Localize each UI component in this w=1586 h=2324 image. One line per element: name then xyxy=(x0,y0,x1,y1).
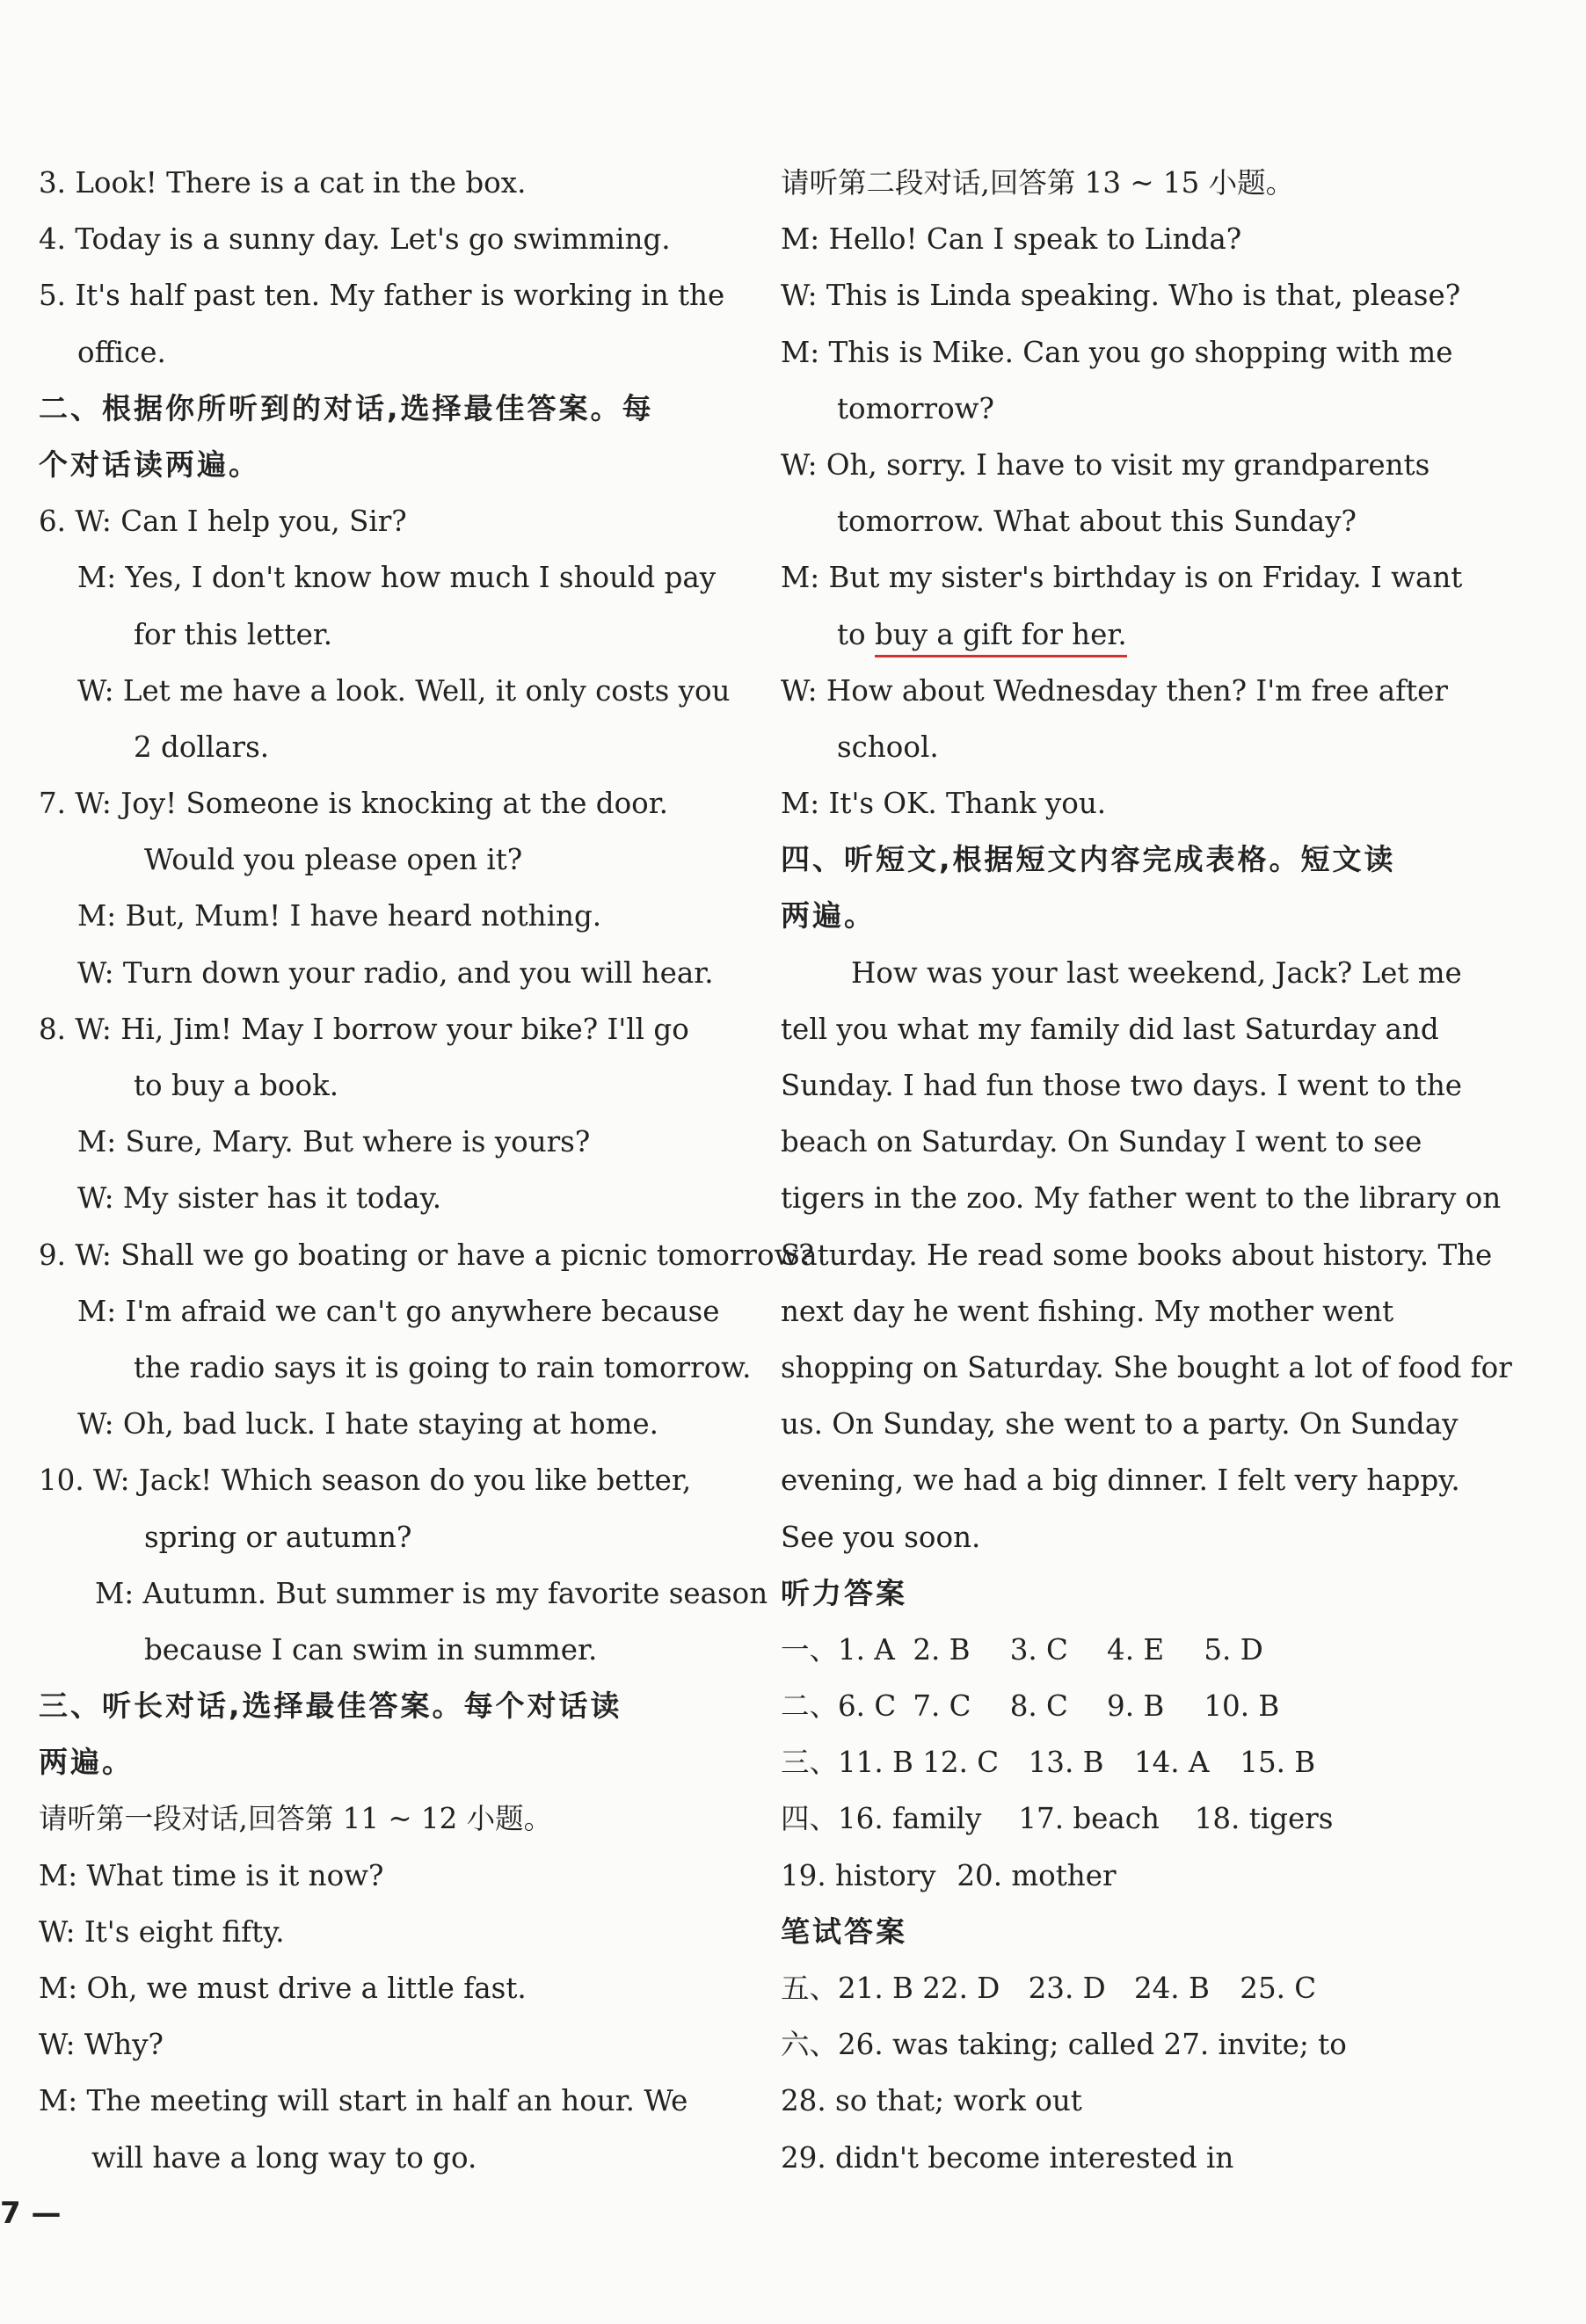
text-line: for this letter. xyxy=(134,617,333,651)
passage-line: See you soon. xyxy=(781,1520,981,1554)
text-line: M: This is Mike. Can you go shopping with me xyxy=(781,335,1453,369)
answer-item: 13. B xyxy=(1028,1746,1104,1780)
section-heading: 三、听长对话,选择最佳答案。每个对话读 xyxy=(39,1689,622,1724)
passage-line: next day he went fishing. My mother went xyxy=(781,1294,1394,1328)
answer-line xyxy=(781,2016,1475,2073)
answer-item: 4. E xyxy=(1107,1632,1165,1667)
text-line: W: Oh, bad luck. I hate staying at home. xyxy=(77,1407,658,1442)
section-heading: 两遍。 xyxy=(781,898,876,933)
passage-line: shopping on Saturday. She bought a lot of food for xyxy=(781,1350,1512,1384)
section-heading: 两遍。 xyxy=(39,1745,134,1780)
answer-item: 四、16. family xyxy=(781,1802,982,1836)
text-line: W: It's eight fifty. xyxy=(39,1914,285,1949)
text-line: tomorrow. What about this Sunday? xyxy=(837,505,1357,539)
text-line: spring or autumn? xyxy=(144,1520,412,1554)
answer-line xyxy=(781,1790,1475,1847)
answer-item: 15. B xyxy=(1240,1746,1316,1780)
answer-item: 10. B xyxy=(1204,1689,1280,1724)
text-line: 请听第二段对话,回答第 13 ~ 15 小题。 xyxy=(781,166,1295,200)
text-line: M: Autumn. But summer is my favorite season xyxy=(95,1576,768,1610)
passage-line: beach on Saturday. On Sunday I went to see xyxy=(781,1125,1422,1159)
text-line: because I can swim in summer. xyxy=(144,1632,598,1667)
text-line: M: But my sister's birthday is on Friday. I want xyxy=(781,561,1463,595)
passage-line: tigers in the zoo. My father went to the library on xyxy=(781,1181,1502,1216)
text-line: 3. Look! There is a cat in the box. xyxy=(39,166,527,200)
text-line: will have a long way to go. xyxy=(91,2140,477,2175)
answer-item: 2. B xyxy=(913,1632,971,1667)
answer-item: 22. D xyxy=(922,1972,1000,2005)
answer-item: 5. D xyxy=(1204,1632,1263,1667)
answers-heading: 笔试答案 xyxy=(781,1914,907,1949)
answer-item: 14. A xyxy=(1133,1746,1210,1780)
text-line: 请听第一段对话,回答第 11 ~ 12 小题。 xyxy=(39,1802,553,1836)
answer-line: 28. so that; work out xyxy=(781,2084,1082,2118)
text-line: W: Why? xyxy=(39,2028,164,2062)
answer-item: 二、6. C xyxy=(781,1689,897,1724)
left-column xyxy=(39,155,814,2186)
answer-item: 7. C xyxy=(913,1689,971,1724)
passage-line: us. On Sunday, she went to a party. On Sunday xyxy=(781,1407,1459,1442)
text-line: W: Oh, sorry. I have to visit my grandparents xyxy=(781,447,1430,482)
answer-line xyxy=(781,1960,1475,2016)
answer-item: 17. beach xyxy=(1018,1802,1160,1836)
text-line: M: But, Mum! I have heard nothing. xyxy=(77,899,602,933)
answer-item: 24. B xyxy=(1133,1972,1210,2005)
text-span: to xyxy=(837,617,875,651)
text-line: tomorrow? xyxy=(837,391,994,425)
text-line: M: Sure, Mary. But where is yours? xyxy=(77,1125,591,1159)
passage-line: tell you what my family did last Saturday and xyxy=(781,1012,1439,1046)
text-line: M: What time is it now? xyxy=(39,1858,384,1892)
text-line: 5. It's half past ten. My father is working in the xyxy=(39,279,725,313)
answer-item: 20. mother xyxy=(957,1858,1117,1892)
text-line: M: It's OK. Thank you. xyxy=(781,787,1107,821)
answer-item: 三、11. B xyxy=(781,1746,913,1780)
section-heading: 个对话读两遍。 xyxy=(39,447,260,482)
answer-item: 18. tigers xyxy=(1194,1802,1334,1836)
text-line: 7. W: Joy! Someone is knocking at the door. xyxy=(39,787,668,821)
answer-line xyxy=(781,1848,1475,1904)
text-line: school. xyxy=(837,730,939,764)
answer-line: 29. didn't become interested in xyxy=(781,2140,1234,2175)
text-line: M: Hello! Can I speak to Linda? xyxy=(781,222,1242,257)
answer-item: 12. C xyxy=(922,1746,1000,1780)
text-line: W: My sister has it today. xyxy=(77,1181,442,1216)
passage-line: Sunday. I had fun those two days. I went to the xyxy=(781,1069,1463,1102)
text-line: 2 dollars. xyxy=(134,730,270,764)
answer-item: 六、26. was taking; called xyxy=(781,2028,1155,2062)
passage-line: How was your last weekend, Jack? Let me xyxy=(851,955,1462,990)
red-underlined-phrase: buy a gift for her. xyxy=(875,618,1127,657)
answer-item: 一、1. A xyxy=(781,1632,895,1667)
section-heading: 二、根据你所听到的对话,选择最佳答案。每 xyxy=(39,390,654,425)
text-line: W: Turn down your radio, and you will hear. xyxy=(77,955,714,990)
text-line: 9. W: Shall we go boating or have a picnic tomorrow? xyxy=(39,1238,814,1272)
text-line: Would you please open it? xyxy=(144,843,523,877)
answer-item: 23. D xyxy=(1028,1972,1106,2005)
text-line: W: Let me have a look. Well, it only costs you xyxy=(77,673,731,708)
text-line: the radio says it is going to rain tomorrow. xyxy=(134,1350,752,1384)
right-column xyxy=(781,155,1512,2186)
answer-line xyxy=(781,1734,1475,1790)
page-number: 7 — xyxy=(0,2196,62,2231)
text-line: M: Oh, we must drive a little fast. xyxy=(39,1972,527,2005)
text-line: 10. W: Jack! Which season do you like better, xyxy=(39,1463,692,1498)
answer-item: 19. history xyxy=(781,1858,936,1892)
answer-line xyxy=(781,1678,1475,1734)
text-line: 6. W: Can I help you, Sir? xyxy=(39,505,407,539)
answer-item: 9. B xyxy=(1107,1689,1165,1724)
passage-line: Saturday. He read some books about history. The xyxy=(781,1238,1493,1272)
answers-heading: 听力答案 xyxy=(781,1575,907,1610)
answer-line xyxy=(781,1622,1475,1678)
text-line: W: This is Linda speaking. Who is that, please? xyxy=(781,279,1461,313)
text-line: M: The meeting will start in half an hour. We xyxy=(39,2084,688,2118)
text-line: M: Yes, I don't know how much I should pay xyxy=(77,561,717,595)
answer-item: 8. C xyxy=(1009,1689,1068,1724)
text-line: M: I'm afraid we can't go anywhere because xyxy=(77,1294,720,1328)
answer-item: 27. invite; to xyxy=(1163,2028,1347,2062)
text-line xyxy=(781,606,1475,663)
text-line: 8. W: Hi, Jim! May I borrow your bike? I'll go xyxy=(39,1012,689,1046)
answer-item: 3. C xyxy=(1009,1632,1068,1667)
passage-line: evening, we had a big dinner. I felt very happy. xyxy=(781,1463,1460,1498)
answer-item: 五、21. B xyxy=(781,1972,913,2005)
answer-item: 25. C xyxy=(1240,1972,1317,2005)
section-heading: 四、听短文,根据短文内容完成表格。短文读 xyxy=(781,842,1396,877)
text-line: W: How about Wednesday then? I'm free after xyxy=(781,673,1448,708)
text-line: to buy a book. xyxy=(134,1069,339,1102)
text-line: 4. Today is a sunny day. Let's go swimming. xyxy=(39,222,671,257)
text-line: office. xyxy=(77,335,166,369)
